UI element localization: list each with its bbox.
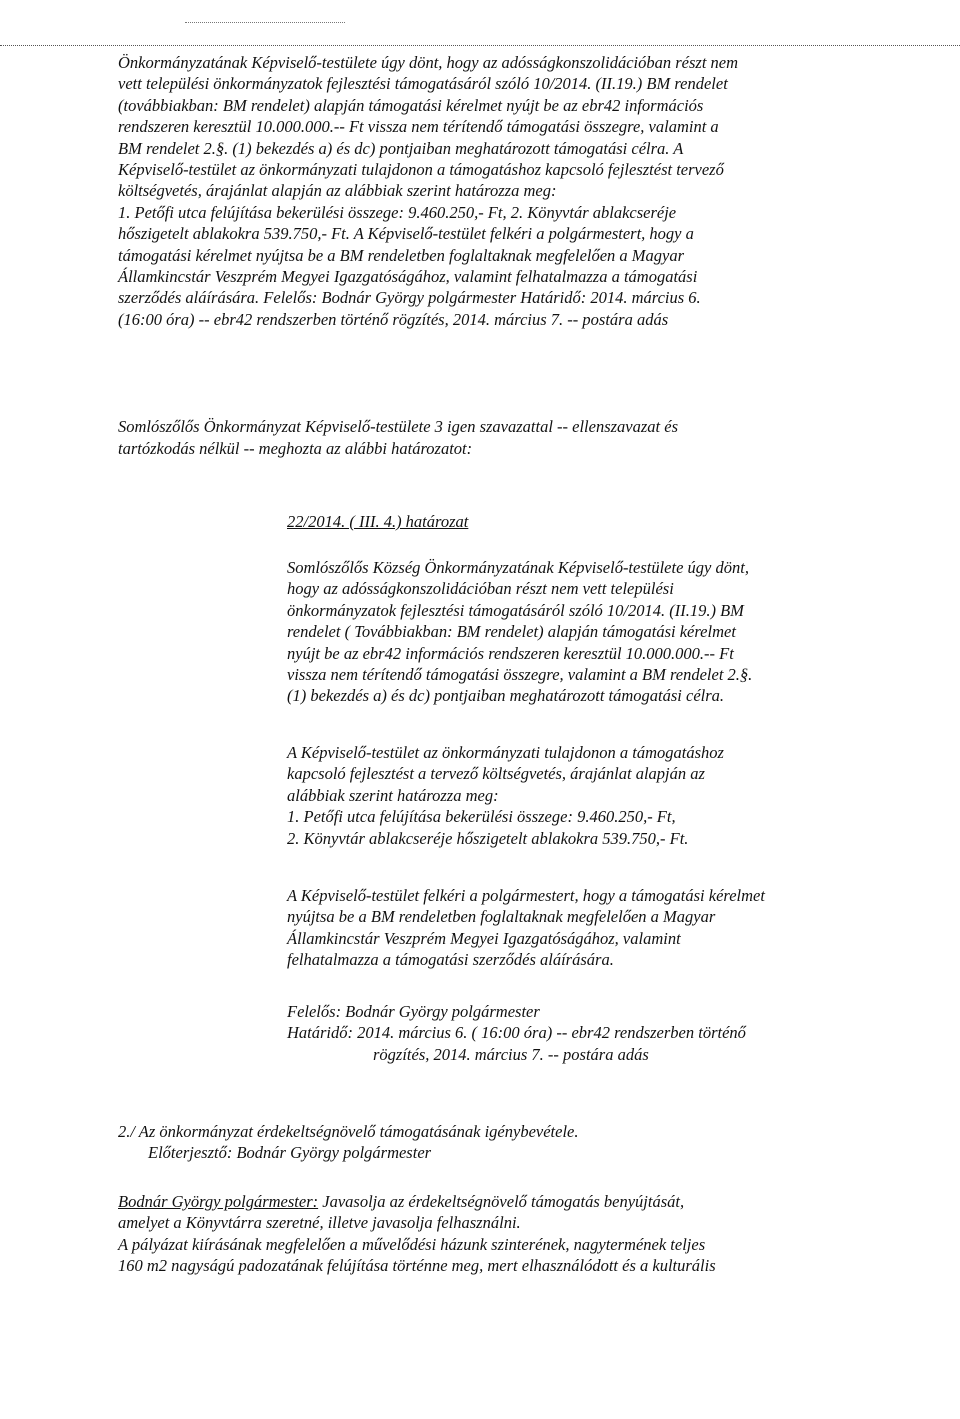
vote-paragraph <box>118 416 678 460</box>
top-dotted-rule <box>0 45 960 46</box>
intro-line: költségvetés, árajánlat alapján az alábbiak szerint határozza meg: <box>118 181 557 201</box>
speaker-name: Bodnár György polgármester: <box>118 1192 319 1211</box>
deadline-line-continued: rögzítés, 2014. március 7. -- postára adás <box>373 1044 649 1064</box>
agenda-item <box>118 1121 579 1164</box>
resolution-line: felhatalmazza a támogatási szerződés aláírására. <box>287 950 614 970</box>
resolution-line: A Képviselő-testület az önkormányzati tulajdonon a támogatáshoz <box>287 743 724 762</box>
resolution-list-item: 1. Petőfi utca felújítása bekerülési összege: 9.460.250,- Ft, <box>287 807 676 827</box>
resolution-line: hogy az adósságkonszolidációban részt nem vett települési <box>287 579 674 599</box>
resolution-line: Államkincstár Veszprém Megyei Igazgatóságához, valamint <box>287 928 681 948</box>
resolution-line: vissza nem térítendő támogatási összegre, valamint a BM rendelet 2.§. <box>287 664 753 684</box>
vote-line: Somlószőlős Önkormányzat Képviselő-testülete 3 igen szavazattal -- ellenszavazat és <box>118 417 679 436</box>
top-dotted-rule-short <box>185 22 345 23</box>
speech-line: 160 m2 nagyságú padozatának felújítása történne meg, mert elhasználódott és a kulturális <box>118 1256 716 1276</box>
intro-line: szerződés aláírására. Felelős: Bodnár György polgármester Határidő: 2014. március 6. <box>118 288 701 308</box>
resolution-line: alábbiak szerint határozza meg: <box>287 785 499 805</box>
intro-line: Önkormányzatának Képviselő-testülete úgy dönt, hogy az adósságkonszolidációban részt nem <box>118 53 739 72</box>
resolution-paragraph-1 <box>287 557 752 707</box>
speech-line: A pályázat kiírásának megfelelően a művelődési házunk szinterének, nagytermének teljes <box>118 1234 706 1254</box>
intro-line: (16:00 óra) -- ebr42 rendszerben történő rögzítés, 2014. március 7. -- postára adás <box>118 309 669 329</box>
intro-line: vett települési önkormányzatok fejlesztési támogatásáról szóló 10/2014. (II.19.) BM rendelet <box>118 74 728 94</box>
resolution-line: nyújtsa be a BM rendeletben foglaltaknak megfelelően a Magyar <box>287 907 716 927</box>
resolution-responsible-block <box>287 1001 746 1065</box>
resolution-line: nyújt be az ebr42 információs rendszeren keresztül 10.000.000.-- Ft <box>287 643 734 663</box>
intro-line: 1. Petőfi utca felújítása bekerülési összege: 9.460.250,- Ft, 2. Könyvtár ablakcseréje <box>118 202 677 222</box>
intro-paragraph <box>118 52 738 330</box>
resolution-line: önkormányzatok fejlesztési támogatásáról szóló 10/2014. (II.19.) BM <box>287 600 744 620</box>
responsible-line: Felelős: Bodnár György polgármester <box>287 1002 540 1021</box>
resolution-line: Somlószőlős Község Önkormányzatának Képviselő-testülete úgy dönt, <box>287 558 749 577</box>
resolution-list-item: 2. Könyvtár ablakcseréje hőszigetelt ablakokra 539.750,- Ft. <box>287 828 689 848</box>
resolution-line: (1) bekezdés a) és dc) pontjaiban meghatározott támogatási célra. <box>287 686 725 706</box>
speech-text: Javasolja az érdekeltségnövelő támogatás benyújtását, <box>318 1192 685 1211</box>
intro-line: Képviselő-testület az önkormányzati tulajdonon a támogatáshoz kapcsoló fejlesztést tervező <box>118 159 724 179</box>
resolution-line: kapcsoló fejlesztést a tervező költségvetés, árajánlat alapján az <box>287 764 705 784</box>
intro-line: rendszeren keresztül 10.000.000.-- Ft vissza nem térítendő támogatási összegre, valamint a <box>118 117 719 137</box>
resolution-paragraph-2 <box>287 742 724 849</box>
speech-first-line <box>118 1191 716 1212</box>
agenda-presenter: Előterjesztő: Bodnár György polgármester <box>148 1143 432 1163</box>
speech-line: amelyet a Könyvtárra szeretné, illetve javasolja felhasználni. <box>118 1213 521 1233</box>
deadline-line: Határidő: 2014. március 6. ( 16:00 óra) -- ebr42 rendszerben történő <box>287 1023 746 1043</box>
vote-line: tartózkodás nélkül -- meghozta az alábbi határozatot: <box>118 439 473 458</box>
intro-line: BM rendelet 2.§. (1) bekezdés a) és dc) pontjaiban meghatározott támogatási célra. A <box>118 138 684 158</box>
intro-line: (továbbiakban: BM rendelet) alapján támogatási kérelmet nyújt be az ebr42 információs <box>118 95 704 115</box>
speech-paragraph <box>118 1191 716 1277</box>
resolution-line: rendelet ( Továbbiakban: BM rendelet) alapján támogatási kérelmet <box>287 622 736 642</box>
resolution-paragraph-3 <box>287 885 765 971</box>
intro-line: Államkincstár Veszprém Megyei Igazgatóságához, valamint felhatalmazza a támogatási <box>118 266 698 286</box>
resolution-title: 22/2014. ( III. 4.) határozat <box>287 512 469 531</box>
intro-line: hőszigetelt ablakokra 539.750,- Ft. A Képviselő-testület felkéri a polgármestert, hogy a <box>118 224 694 244</box>
intro-line: támogatási kérelmet nyújtsa be a BM rendeletben foglaltaknak megfelelően a Magyar <box>118 245 685 265</box>
agenda-heading: 2./ Az önkormányzat érdekeltségnövelő támogatásának igénybevétele. <box>118 1122 579 1141</box>
resolution-line: A Képviselő-testület felkéri a polgármestert, hogy a támogatási kérelmet <box>287 886 765 905</box>
